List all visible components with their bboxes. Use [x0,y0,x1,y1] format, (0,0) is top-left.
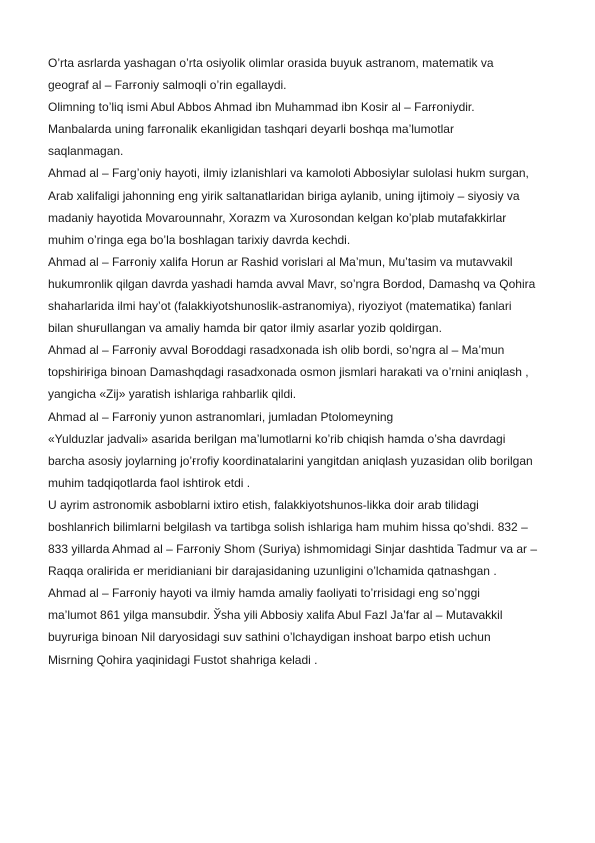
text-line: «Yulduzlar jadvali» asarida berilgan ma’lumotlarni ko’rib chiqish hamda o’sha davrdagi [48,431,506,446]
text-line: Ahmad al – Farғoniy avval Boғoddagi rasadxonada ish olib bordi, so’ngra al – Ma’mun [48,343,505,358]
text-line: Ahmad al – Farg’oniy hayoti, ilmiy izlanishlari va kamoloti Abbosiylar sulolasi hukm surgan, [48,166,529,181]
text-line: yangicha «Zij» yaratish ishlariga rahbarlik qildi. [48,387,297,402]
text-line: U ayrim astronomik asboblarni ixtiro etish, falakkiyotshunos-likka doir arab tilidagi [48,497,479,512]
text-line: geograf al – Farғoniy salmoqli o’rin egallaydi. [48,78,287,93]
text-line: Manbalarda uning farғonalik ekanligidan tashqari deyarli boshqa ma’lumotlar [48,122,454,137]
text-line: Misrning Qohira yaqinidagi Fustot shahriga keladi . [48,652,318,667]
text-line: hukumronlik qilgan davrda yashadi hamda avval Mavr, so’ngra Boғdod, Damashq va Qohira [48,276,536,291]
text-line: Olimning to’liq ismi Abul Abbos Ahmad ibn Muhammad ibn Kosir al – Farғoniydir. [48,100,475,115]
text-line: Ahmad al – Farғoniy yunon astranomlari, jumladan Ptolomeyning [48,409,394,424]
text-line: O’rta asrlarda yashagan o’rta osiyolik olimlar orasida buyuk astranom, matematik va [48,56,494,70]
text-line: shaharlarida ilmi hay’ot (falakkiyotshunoslik-astranomiya), riyoziyot (matematika) fanlari [48,299,512,314]
text-line: muhim o’ringa ega bo’la boshlagan tarixiy davrda kechdi. [48,232,351,247]
text-line: buyruғiga binoan Nil daryosidagi suv sathini o’lchaydigan inshoat barpo etish uchun [48,630,491,645]
text-line: muhim tadqiqotlarda faol ishtirok etdi . [48,475,251,490]
text-line: madaniy hayotida Movarounnahr, Xorazm va Xurosondan kelgan ko’plab mutafakkirlar [48,210,507,225]
text-line: barcha asosiy joylarning jo’ғrofiy koordinatalarini yangitdan aniqlash yuzasidan olib borilgan [48,453,533,468]
body-text [48,52,578,671]
text-line: Ahmad al – Farғoniy hayoti va ilmiy hamda amaliy faoliyati to’rrisidagi eng so’nggi [48,586,480,601]
text-line: boshlanғich bilimlarni belgilash va tartibga solish ishlariga ham muhim hissa qo’shdi. 832 – [48,519,528,534]
text-line: topshiriғiga binoan Damashqdagi rasadxonada osmon jismlari harakati va o’rnini aniqlash , [48,365,529,380]
text-line: Raqqa oraliғida er meridianiani bir darajasidaning uzunligini o’lchamida qatnashgan . [48,564,497,579]
text-line: bilan shuғullangan va amaliy hamda bir qator ilmiy asarlar yozib qoldirgan. [48,321,442,336]
text-line: Ahmad al – Farғoniy xalifa Horun ar Rashid vorislari al Ma’mun, Mu’tasim va mutavvakil [48,254,513,269]
text-line: 833 yillarda Ahmad al – Farғoniy Shom (Suriya) ishmomidagi Sinjar dashtida Tadmur va ar – [48,542,538,557]
text-line: Arab xalifaligi jahonning eng yirik saltanatlaridan biriga aylanib, uning ijtimoiy – siyosiy va [48,188,520,203]
text-line: ma’lumot 861 yilga mansubdir. Ўsha yili Abbosiy xalifa Abul Fazl Ja’far al – Mutavakkil [48,608,503,623]
text-line: saqlanmagan. [48,144,124,159]
